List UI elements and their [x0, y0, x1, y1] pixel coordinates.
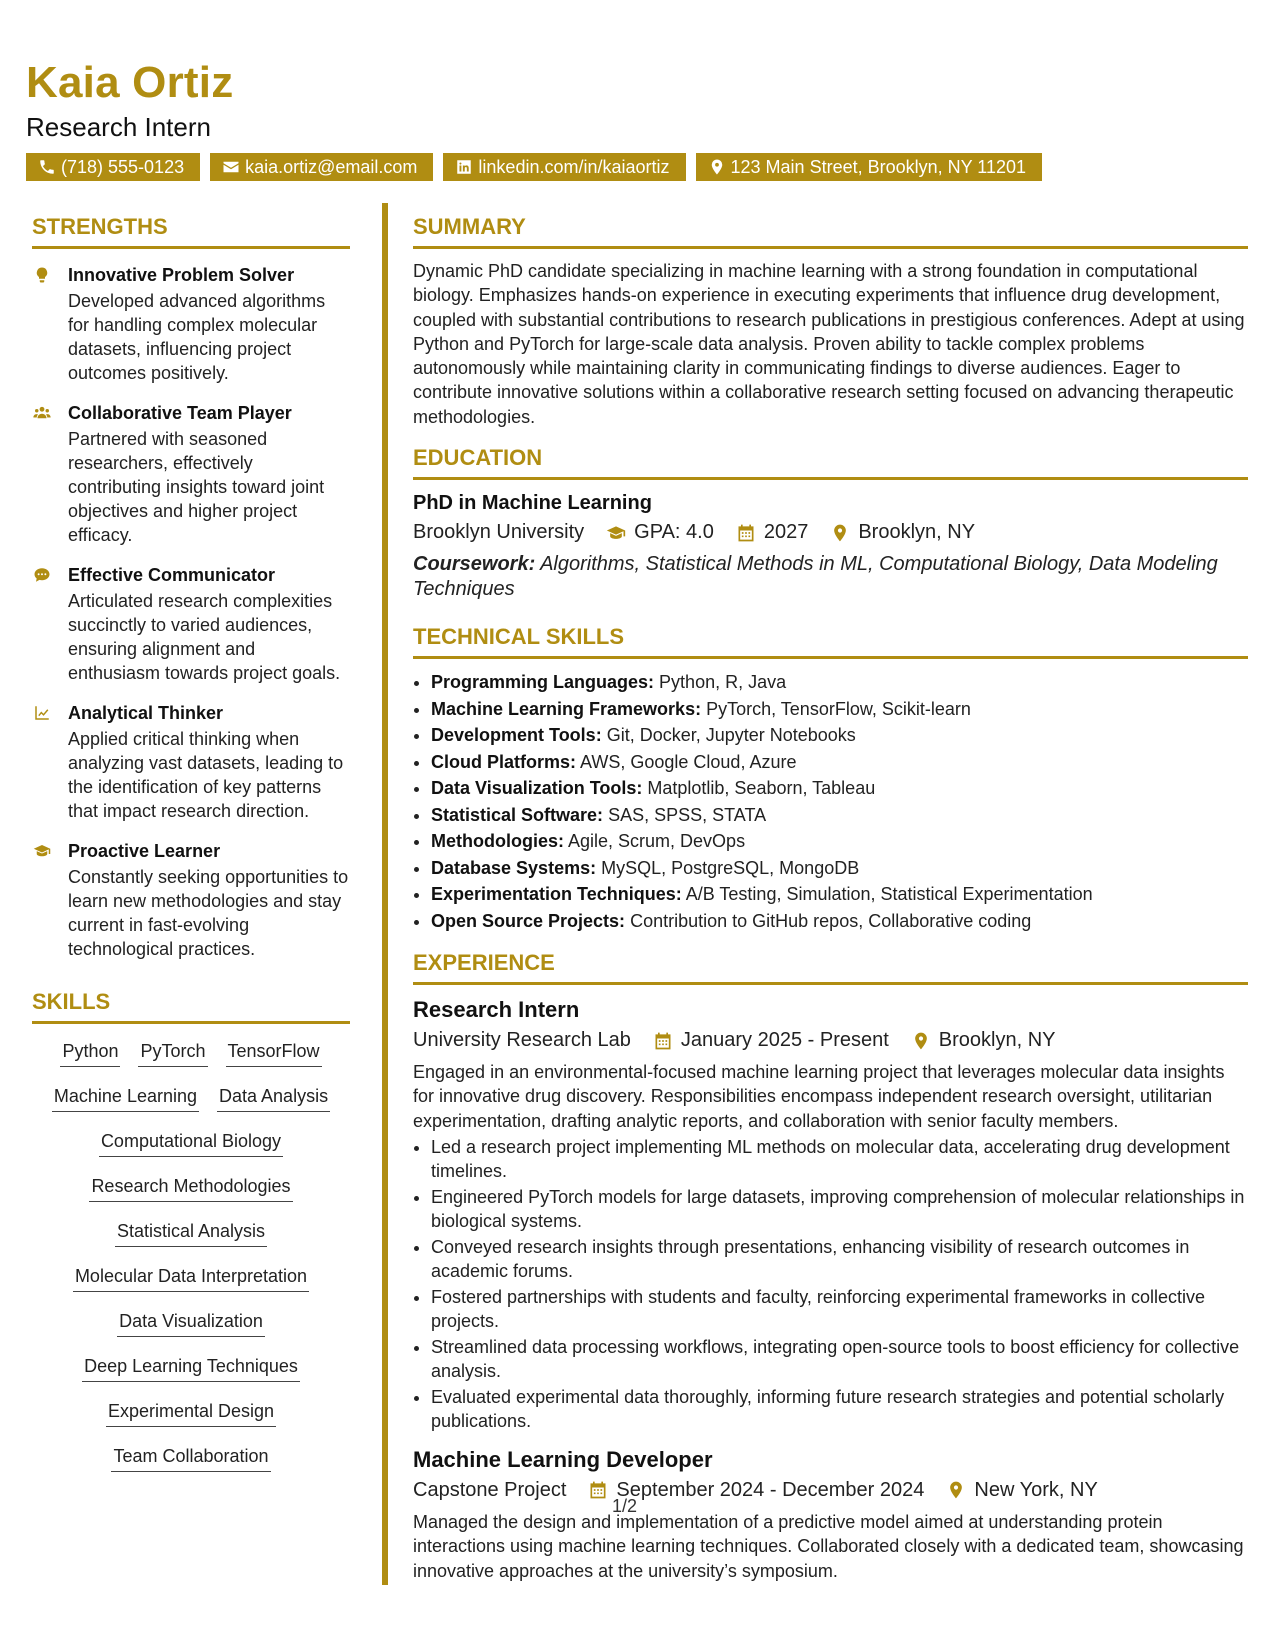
job-dates: January 2025 - Present: [680, 1029, 889, 1052]
job-meta: [413, 1029, 1248, 1052]
job-bullets: [413, 1135, 1248, 1433]
summary-heading: SUMMARY: [413, 214, 1248, 249]
skills-heading: SKILLS: [32, 989, 350, 1024]
experience-heading: EXPERIENCE: [413, 950, 1248, 985]
technical-skills-list: [413, 669, 1248, 934]
skills-section: [32, 989, 350, 1490]
skill-tag: Computational Biology: [99, 1130, 283, 1157]
contact-phone-text: (718) 555-0123: [61, 156, 185, 177]
skill-tag: PyTorch: [138, 1040, 207, 1067]
job-location: New York, NY: [974, 1478, 1098, 1501]
list-item: • Engineered PyTorch models for large datasets, improving comprehension of molecular relationships in biological systems.: [431, 1185, 1248, 1233]
skill-tag: Deep Learning Techniques: [82, 1355, 300, 1382]
list-item: • Data Visualization Tools: Matplotlib, Seaborn, Tableau: [431, 775, 1248, 802]
list-item: • Open Source Projects: Contribution to GitHub repos, Collaborative coding: [431, 908, 1248, 935]
skill-tag: Research Methodologies: [89, 1175, 292, 1202]
job-title: Machine Learning Developer: [413, 1446, 713, 1472]
technical-skills-heading: TECHNICAL SKILLS: [413, 624, 1248, 659]
users-icon: [32, 404, 52, 422]
job-description: Managed the design and implementation of a predictive model aimed at understanding protein interactions using machine learning techniques. Collaborated closely with a dedicated team, showcasing innovative approaches at the university’s symposium.: [413, 1511, 1244, 1581]
contact-email[interactable]: [210, 153, 433, 181]
lightbulb-icon: [32, 266, 52, 284]
contact-bar: [26, 153, 1042, 181]
contact-address-text: 123 Main Street, Brooklyn, NY 11201: [730, 156, 1027, 177]
contact-linkedin[interactable]: [443, 153, 685, 181]
education-heading: EDUCATION: [413, 445, 1248, 480]
skill-tag: Statistical Analysis: [115, 1220, 267, 1247]
list-item: • Database Systems: MySQL, PostgreSQL, MongoDB: [431, 855, 1248, 882]
list-item: • Cloud Platforms: AWS, Google Cloud, Azure: [431, 749, 1248, 776]
list-item: • Statistical Software: SAS, SPSS, STATA: [431, 802, 1248, 829]
technical-skills-section: [413, 624, 1248, 934]
strength-desc: Partnered with seasoned researchers, effectively contributing insights toward joint objectives and higher project efficacy.: [68, 429, 325, 545]
map-pin-icon: [946, 1480, 966, 1500]
candidate-role: Research Intern: [26, 112, 211, 142]
skill-tag: Data Analysis: [217, 1085, 330, 1112]
list-item: • Streamlined data processing workflows, integrating open-source tools to boost efficiency for collective analysis.: [431, 1335, 1248, 1383]
skills-tags: [32, 1024, 350, 1490]
list-item: • Led a research project implementing ML methods on molecular data, accelerating drug development timelines.: [431, 1135, 1248, 1183]
strength-title: Innovative Problem Solver: [68, 265, 295, 285]
skill-tag: Molecular Data Interpretation: [73, 1265, 309, 1292]
phone-icon: [38, 158, 56, 176]
list-item: • Experimentation Techniques: A/B Testing, Simulation, Statistical Experimentation: [431, 881, 1248, 908]
strength-desc: Applied critical thinking when analyzing vast datasets, leading to the identification of key patterns that impact research direction.: [68, 729, 344, 821]
linkedin-icon: [455, 158, 473, 176]
strength-item: [32, 563, 350, 685]
strength-title: Effective Communicator: [68, 565, 276, 585]
strength-desc: Developed advanced algorithms for handling complex molecular datasets, influencing project outcomes positively.: [68, 291, 326, 383]
calendar-icon: [653, 1031, 673, 1051]
summary-text: Dynamic PhD candidate specializing in machine learning with a strong foundation in computational biology. Emphasizes hands-on experience in executing experiments that influence drug development, coupled with substantial contributions to research publications in prestigious conferences. Adept at using Python and PyTorch for large-scale data analysis. Proven ability to tackle complex problems autonomously while maintaining clarity in communicating findings to diverse audiences. Eager to contribute innovative solutions within a collaborative research setting focused on advancing therapeutic methodologies.: [413, 261, 1245, 427]
coursework: [413, 552, 1248, 602]
candidate-name: Kaia Ortiz: [26, 58, 234, 107]
strength-item: [32, 839, 350, 961]
calendar-icon: [736, 523, 756, 543]
contact-email-text: kaia.ortiz@email.com: [245, 156, 418, 177]
map-pin-icon: [708, 158, 726, 176]
graduation-year: 2027: [763, 521, 809, 544]
list-item: • Development Tools: Git, Docker, Jupyter Notebooks: [431, 722, 1248, 749]
graduation-cap-icon: [32, 842, 52, 860]
list-item: • Conveyed research insights through presentations, enhancing visibility of research outcomes in academic forums.: [431, 1235, 1248, 1283]
strengths-list: [32, 249, 350, 961]
strength-desc: Constantly seeking opportunities to learn new methodologies and stay current in fast-evolving technological practices.: [68, 867, 349, 959]
skill-tag: Data Visualization: [117, 1310, 265, 1337]
strength-title: Analytical Thinker: [68, 703, 224, 723]
chart-line-icon: [32, 704, 52, 722]
strength-title: Proactive Learner: [68, 841, 221, 861]
page-number: 1/2: [612, 1496, 638, 1516]
chat-icon: [32, 566, 52, 584]
coursework-label: Coursework:: [413, 553, 536, 576]
list-item: • Programming Languages: Python, R, Java: [431, 669, 1248, 696]
strength-title: Collaborative Team Player: [68, 403, 292, 423]
gpa-value: GPA: 4.0: [634, 521, 714, 544]
left-column: [32, 214, 350, 1490]
skill-tag: Experimental Design: [106, 1400, 276, 1427]
list-item: • Methodologies: Agile, Scrum, DevOps: [431, 828, 1248, 855]
skill-tag: Python: [60, 1040, 120, 1067]
job-org: University Research Lab: [413, 1029, 631, 1052]
list-item: • Fostered partnerships with students and faculty, reinforcing experimental frameworks in collective projects.: [431, 1285, 1248, 1333]
coursework-text: Algorithms, Statistical Methods in ML, Computational Biology, Data Modeling Techniques: [413, 553, 1218, 601]
job-org: Capstone Project: [413, 1478, 567, 1501]
education-section: [413, 445, 1248, 602]
strength-desc: Articulated research complexities succinctly to varied audiences, ensuring alignment and enthusiasm towards project goals.: [68, 591, 341, 683]
school-location: Brooklyn, NY: [858, 521, 976, 544]
school-name: Brooklyn University: [413, 521, 585, 544]
skill-tag: Machine Learning: [52, 1085, 199, 1112]
degree-title: PhD in Machine Learning: [413, 492, 652, 515]
contact-address[interactable]: [696, 153, 1043, 181]
job-location: Brooklyn, NY: [938, 1029, 1056, 1052]
list-item: • Machine Learning Frameworks: PyTorch, TensorFlow, Scikit-learn: [431, 696, 1248, 723]
map-pin-icon: [830, 523, 850, 543]
list-item: • Evaluated experimental data thoroughly, informing future research strategies and potential scholarly publications.: [431, 1385, 1248, 1433]
skill-tag: Team Collaboration: [111, 1445, 270, 1472]
strengths-heading: STRENGTHS: [32, 214, 350, 249]
contact-linkedin-text: linkedin.com/in/kaiaortiz: [478, 156, 670, 177]
contact-phone[interactable]: [26, 153, 200, 181]
column-divider: [382, 203, 388, 1585]
job-description: Engaged in an environmental-focused machine learning project that leverages molecular data insights for innovative drug discovery. Responsibilities encompass independent research oversight, utilitarian experimentation, drafting analytic reports, and collaboration with senior faculty members.: [413, 1062, 1225, 1131]
summary-section: [413, 214, 1248, 429]
strength-item: [32, 701, 350, 823]
right-column: [413, 214, 1248, 1583]
graduation-cap-icon: [606, 523, 626, 543]
calendar-icon: [588, 1480, 608, 1500]
experience-section: [413, 950, 1248, 1583]
skill-tag: TensorFlow: [226, 1040, 322, 1067]
education-meta: [413, 521, 1248, 544]
map-pin-icon: [911, 1031, 931, 1051]
strength-item: [32, 401, 350, 547]
job-title: Research Intern: [413, 997, 580, 1023]
strength-item: [32, 263, 350, 385]
envelope-icon: [222, 158, 240, 176]
job-dates: September 2024 - December 2024: [616, 1478, 925, 1501]
job-meta: [413, 1479, 1248, 1502]
